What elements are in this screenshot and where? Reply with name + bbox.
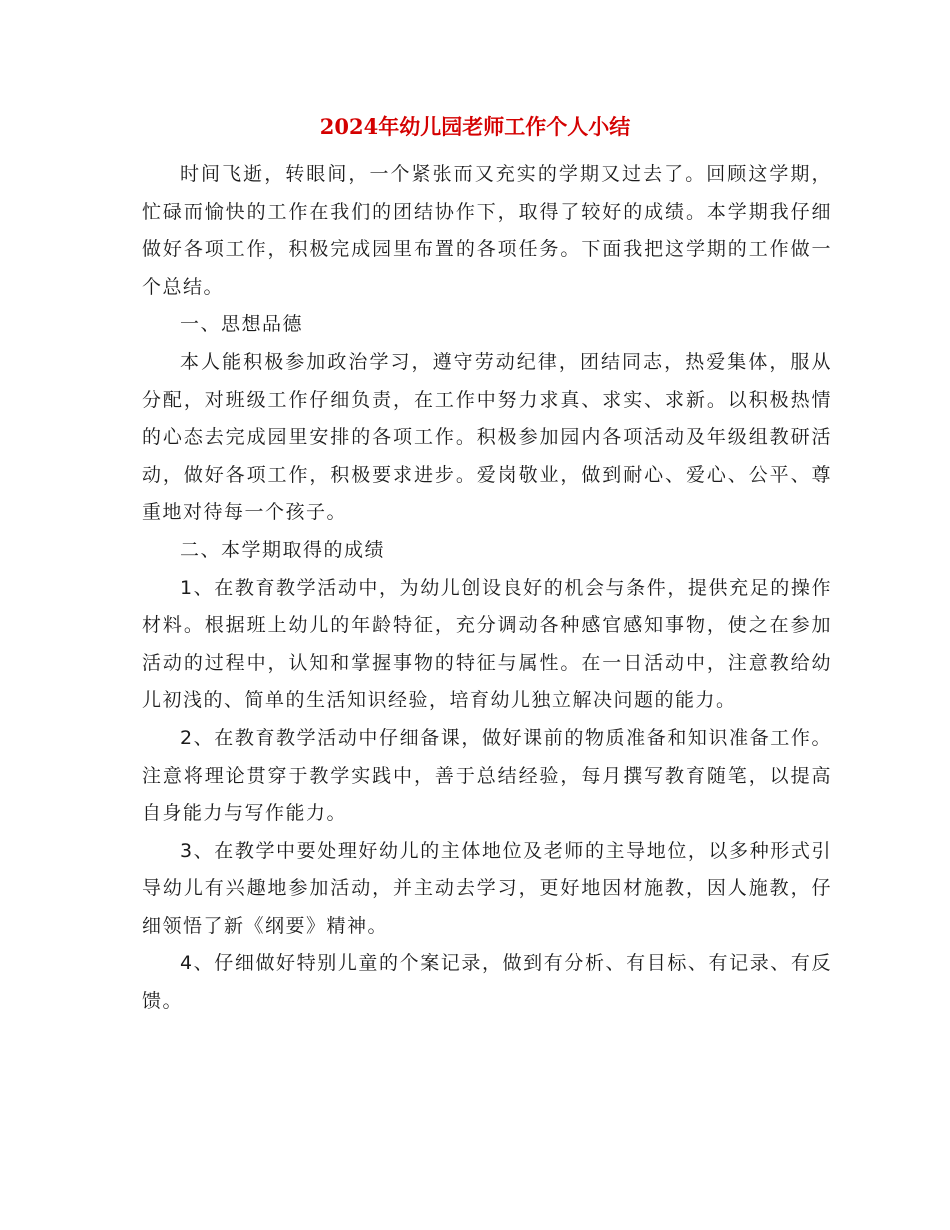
paragraph-achievement-2: 2、在教育教学活动中仔细备课，做好课前的物质准备和知识准备工作。注意将理论贯穿于教学实践中，善于总结经验，每月撰写教育随笔，以提高自身能力与写作能力。 [142,726,832,825]
paragraph-achievement-3: 3、在教学中要处理好幼儿的主体地位及老师的主导地位，以多种形式引导幼儿有兴趣地参加活动，并主动去学习，更好地因材施教，因人施教，仔细领悟了新《纲要》精神。 [142,839,832,937]
paragraph-achievement-1: 1、在教育教学活动中，为幼儿创设良好的机会与条件，提供充足的操作材料。根据班上幼儿的年龄特征，充分调动各种感官感知事物，使之在参加活动的过程中，认知和掌握事物的特征与属性。在一日活动中，注意教给幼儿初浅的、简单的生活知识经验，培育幼儿独立解决问题的能力。 [142,576,832,712]
section-heading-ideology: 一、思想品德 [180,313,304,336]
section-heading-achievements: 二、本学期取得的成绩 [180,538,386,561]
paragraph-achievement-4: 4、仔细做好特别儿童的个案记录，做到有分析、有目标、有记录、有反馈。 [142,952,832,1013]
paragraph-ideology: 本人能积极参加政治学习，遵守劳动纪律，团结同志，热爱集体，服从分配，对班级工作仔细负责，在工作中努力求真、求实、求新。以积极热情的心态去完成园里安排的各项工作。积极参加园内各项活动及年级组教研活动，做好各项工作，积极要求进步。爱岗敬业，做到耐心、爱心、公平、尊重地对待每一个孩子。 [142,350,832,524]
document-title: 2024年幼儿园老师工作个人小结 [319,114,631,139]
paragraph-intro: 时间飞逝，转眼间，一个紧张而又充实的学期又过去了。回顾这学期，忙碌而愉快的工作在我们的团结协作下，取得了较好的成绩。本学期我仔细做好各项工作，积极完成园里布置的各项任务。下面我把这学期的工作做一个总结。 [142,163,832,298]
document-body [142,156,832,1021]
